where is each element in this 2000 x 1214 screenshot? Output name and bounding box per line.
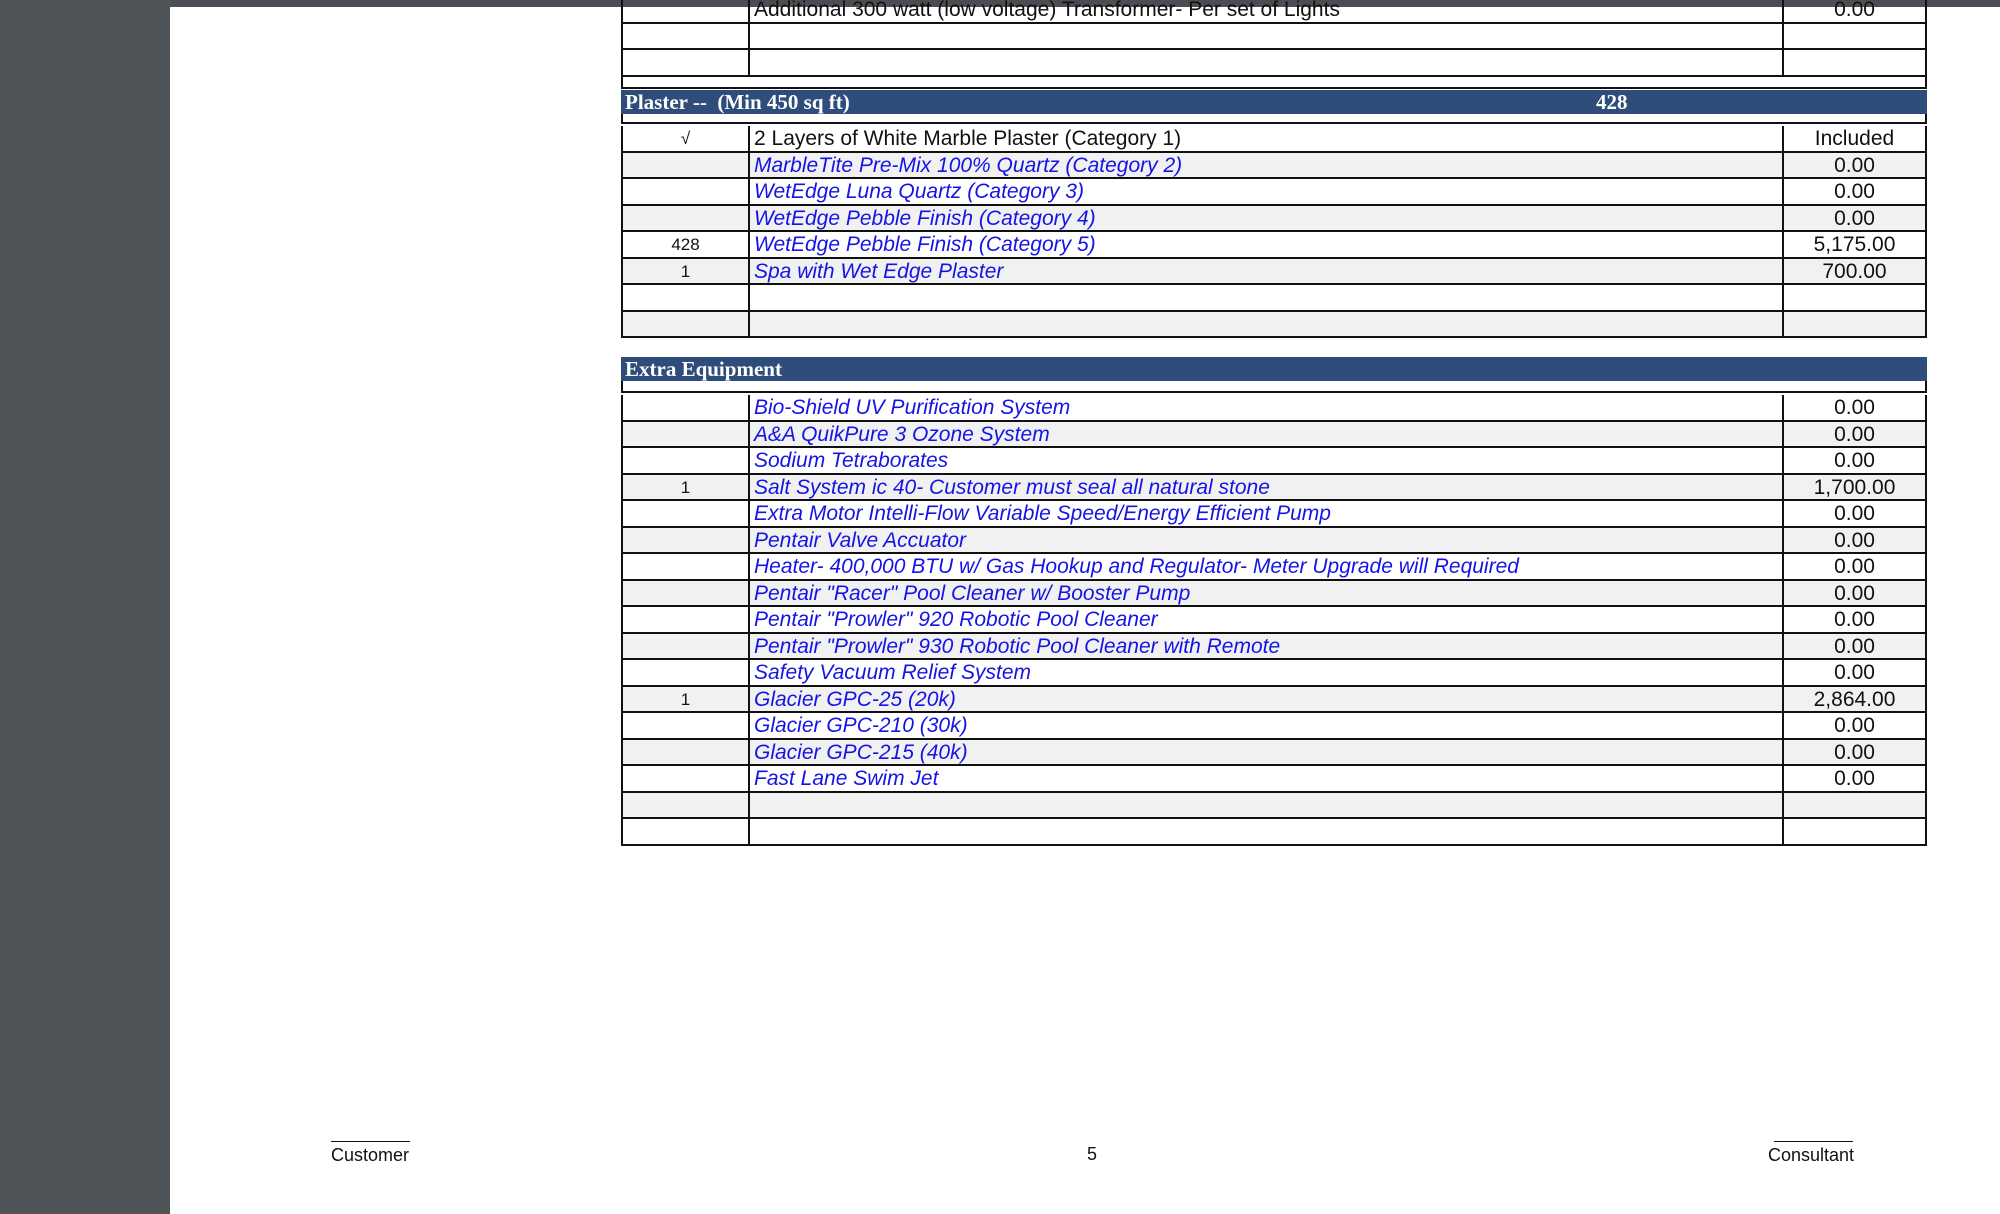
table-row (621, 153, 1927, 180)
table-row (621, 206, 1927, 233)
page-number: 5 (1087, 1144, 1098, 1164)
item-quantity (621, 554, 750, 579)
item-quantity (621, 713, 750, 738)
table-row (621, 607, 1927, 634)
item-price: 700.00 (1784, 259, 1927, 284)
section-title: Extra Equipment (625, 357, 782, 381)
item-quantity (621, 501, 750, 526)
empty-row (621, 50, 1927, 77)
item-description: Safety Vacuum Relief System (750, 660, 1784, 685)
item-price: 0.00 (1784, 740, 1927, 765)
table-row (621, 126, 1927, 153)
item-price: 0.00 (1784, 448, 1927, 473)
item-price: 0.00 (1784, 581, 1927, 606)
table-row (621, 501, 1927, 528)
table-row (621, 232, 1927, 259)
item-description: WetEdge Pebble Finish (Category 5) (750, 232, 1784, 257)
item-price: 5,175.00 (1784, 232, 1927, 257)
table-row (621, 687, 1927, 714)
item-price: 0.00 (1784, 501, 1927, 526)
empty-row (621, 793, 1927, 820)
item-quantity (621, 660, 750, 685)
item-quantity (621, 740, 750, 765)
document-page (170, 0, 2000, 1214)
table-row (621, 528, 1927, 555)
item-description: Sodium Tetraborates (750, 448, 1784, 473)
empty-row (621, 285, 1927, 312)
item-quantity: 1 (621, 259, 750, 284)
table-row (621, 179, 1927, 206)
table-row (621, 395, 1927, 422)
table-row (621, 740, 1927, 767)
item-price: 0.00 (1784, 422, 1927, 447)
item-description: 2 Layers of White Marble Plaster (Category 1) (750, 126, 1784, 151)
viewer-sidebar (0, 0, 170, 1214)
empty-row (621, 24, 1927, 51)
item-quantity: 1 (621, 687, 750, 712)
consultant-label: Consultant (1768, 1145, 1855, 1165)
item-price: 1,700.00 (1784, 475, 1927, 500)
item-description: Additional 300 watt (low voltage) Transformer- Per set of Lights (750, 0, 1784, 22)
item-quantity (621, 153, 750, 178)
item-description: WetEdge Luna Quartz (Category 3) (750, 179, 1784, 204)
section-title: Plaster -- (Min 450 sq ft) (625, 90, 850, 114)
item-description: Heater- 400,000 BTU w/ Gas Hookup and Regulator- Meter Upgrade will Required (750, 554, 1784, 579)
item-description: A&A QuikPure 3 Ozone System (750, 422, 1784, 447)
customer-signature-line (331, 1141, 410, 1142)
item-price: 0.00 (1784, 179, 1927, 204)
item-quantity (621, 422, 750, 447)
item-description: Extra Motor Intelli-Flow Variable Speed/Energy Efficient Pump (750, 501, 1784, 526)
item-quantity (621, 179, 750, 204)
table-row (621, 554, 1927, 581)
item-price: 0.00 (1784, 206, 1927, 231)
table-row (621, 422, 1927, 449)
table-row (621, 660, 1927, 687)
item-description: Pentair "Prowler" 930 Robotic Pool Cleaner with Remote (750, 634, 1784, 659)
item-description: Glacier GPC-25 (20k) (750, 687, 1784, 712)
item-quantity (621, 581, 750, 606)
item-quantity: 428 (621, 232, 750, 257)
item-price: 0.00 (1784, 634, 1927, 659)
plaster-section-header (621, 90, 1927, 114)
item-price: 0.00 (1784, 153, 1927, 178)
item-price: 0.00 (1784, 554, 1927, 579)
item-quantity (621, 448, 750, 473)
item-description: Glacier GPC-215 (40k) (750, 740, 1784, 765)
customer-label: Customer (331, 1145, 410, 1165)
item-price: 0.00 (1784, 713, 1927, 738)
table-row (621, 259, 1927, 286)
item-price: 0.00 (1784, 660, 1927, 685)
section-gap (621, 77, 1927, 89)
table-row (621, 766, 1927, 793)
item-description: MarbleTite Pre-Mix 100% Quartz (Category 2) (750, 153, 1784, 178)
item-quantity: 1 (621, 475, 750, 500)
item-description: Fast Lane Swim Jet (750, 766, 1784, 791)
item-price: Included (1784, 126, 1927, 151)
item-quantity (621, 766, 750, 791)
item-description: WetEdge Pebble Finish (Category 4) (750, 206, 1784, 231)
table-row (621, 634, 1927, 661)
table-row (621, 475, 1927, 502)
item-description: Bio-Shield UV Purification System (750, 395, 1784, 420)
table-row (621, 581, 1927, 608)
empty-row (621, 819, 1927, 846)
header-spacer (621, 381, 1927, 393)
table-row (621, 448, 1927, 475)
header-spacer (621, 114, 1927, 124)
item-quantity (621, 395, 750, 420)
item-description: Pentair Valve Accuator (750, 528, 1784, 553)
item-price: 2,864.00 (1784, 687, 1927, 712)
item-quantity (621, 528, 750, 553)
item-description: Salt System ic 40- Customer must seal all natural stone (750, 475, 1784, 500)
partial-row (621, 0, 1927, 24)
item-description: Pentair "Racer" Pool Cleaner w/ Booster Pump (750, 581, 1784, 606)
item-price: 0.00 (1784, 0, 1927, 22)
item-price: 0.00 (1784, 395, 1927, 420)
item-quantity: √ (621, 126, 750, 151)
item-description: Spa with Wet Edge Plaster (750, 259, 1784, 284)
plaster-area: 428 (1596, 90, 1628, 114)
item-description: Glacier GPC-210 (30k) (750, 713, 1784, 738)
consultant-signature-line (1774, 1141, 1853, 1142)
item-quantity (621, 206, 750, 231)
item-price: 0.00 (1784, 766, 1927, 791)
table-row (621, 713, 1927, 740)
item-price: 0.00 (1784, 528, 1927, 553)
item-price: 0.00 (1784, 607, 1927, 632)
item-description: Pentair "Prowler" 920 Robotic Pool Cleaner (750, 607, 1784, 632)
extra-equipment-section-header (621, 357, 1927, 381)
item-quantity (621, 634, 750, 659)
item-quantity (621, 607, 750, 632)
empty-row (621, 312, 1927, 339)
